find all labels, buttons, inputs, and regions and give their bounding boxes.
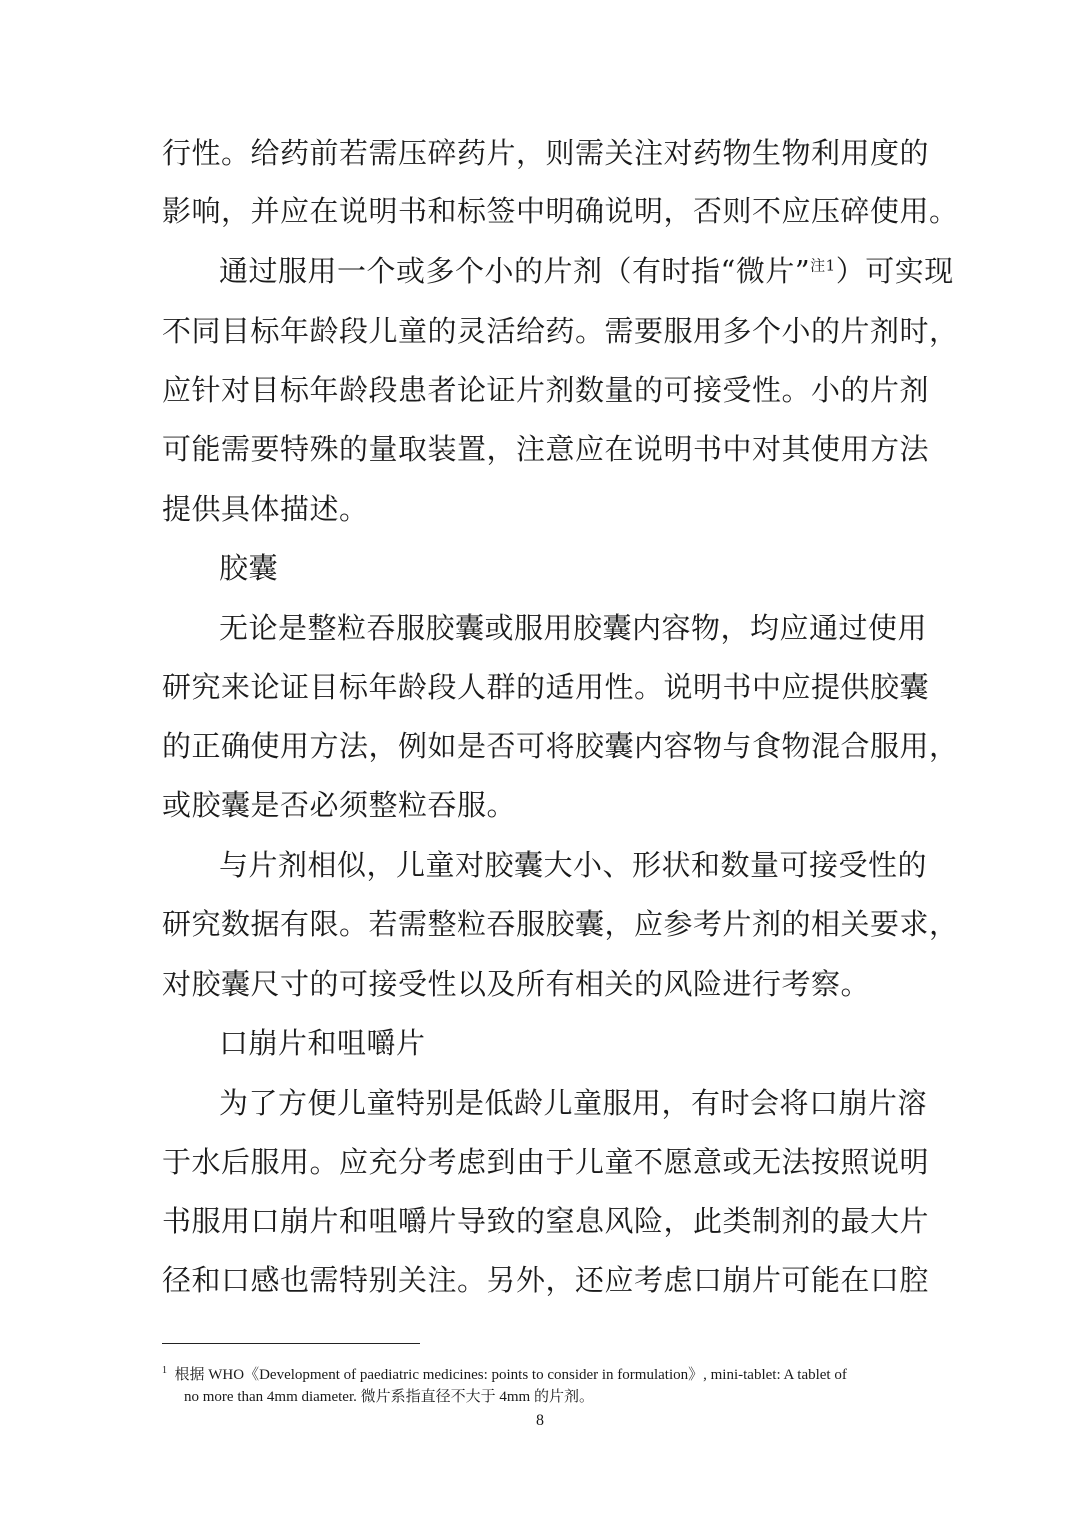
body-text-segment: ）可实现 [835,254,954,288]
body-text-segment: 通过服用一个或多个小的片剂（有时指“微片” [219,254,811,288]
body-text-line: 研究数据有限。若需整粒吞服胶囊，应参考片剂的相关要求， [162,907,959,941]
footnote-separator [162,1343,420,1344]
body-text-line: 径和口感也需特别关注。另外，还应考虑口崩片可能在口腔 [162,1263,930,1297]
footnote-reference[interactable]: 注1 [810,256,836,275]
footnote-text: no more than 4mm diameter. 微片系指直径不大于 4mm 的片剂。 [184,1389,594,1405]
body-text-line: 对胶囊尺寸的可接受性以及所有相关的风险进行考察。 [162,967,871,1001]
body-text-line: 提供具体描述。 [162,492,369,526]
body-text-line [219,243,954,299]
section-heading: 胶囊 [219,551,279,585]
body-text-line: 研究来论证目标年龄段人群的适用性。说明书中应提供胶囊 [162,670,930,704]
body-text-line: 或胶囊是否必须整粒吞服。 [162,788,517,822]
body-text-line: 影响，并应在说明书和标签中明确说明，否则不应压碎使用。 [162,194,959,228]
footnote-text: 根据 WHO《Development of paediatric medicines: points to consider in formulation》, mini-tablet: A tablet of [174,1367,847,1383]
body-text-line: 于水后服用。应充分考虑到由于儿童不愿意或无法按照说明 [162,1145,930,1179]
body-text-line: 书服用口崩片和咀嚼片导致的窒息风险，此类制剂的最大片 [162,1204,930,1238]
body-text-line: 的正确使用方法，例如是否可将胶囊内容物与食物混合服用， [162,729,959,763]
body-text-line: 行性。给药前若需压碎药片，则需关注对药物生物利用度的 [162,136,930,170]
footnote-line [162,1364,918,1386]
body-text-line: 不同目标年龄段儿童的灵活给药。需要服用多个小的片剂时， [162,314,959,348]
footnote-line [184,1386,918,1408]
body-text-line: 可能需要特殊的量取装置，注意应在说明书中对其使用方法 [162,432,930,466]
body-text-line: 为了方便儿童特别是低龄儿童服用，有时会将口崩片溶 [219,1086,928,1120]
section-heading: 口崩片和咀嚼片 [219,1026,426,1060]
footnote-marker: 1 [162,1365,167,1376]
body-text-line: 无论是整粒吞服胶囊或服用胶囊内容物，均应通过使用 [219,611,928,645]
body-text-line: 应针对目标年龄段患者论证片剂数量的可接受性。小的片剂 [162,373,930,407]
body-text-line: 与片剂相似，儿童对胶囊大小、形状和数量可接受性的 [219,848,928,882]
page-number: 8 [536,1412,544,1429]
